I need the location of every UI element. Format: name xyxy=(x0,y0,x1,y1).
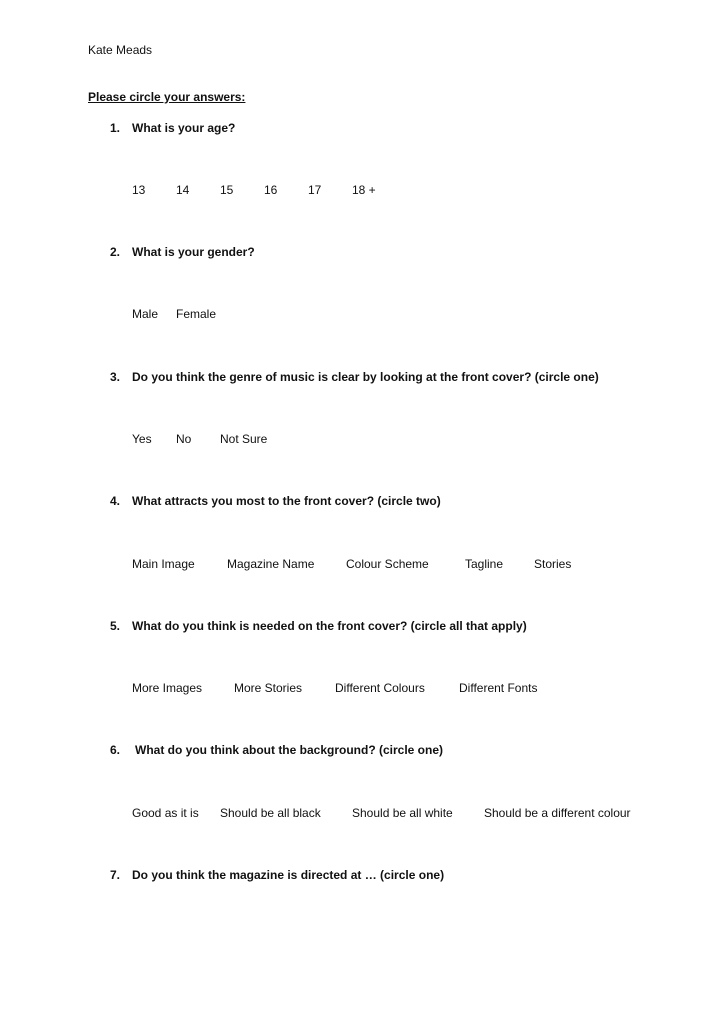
question-6-option-all-black[interactable]: Should be all black xyxy=(220,806,321,820)
question-3-option-yes[interactable]: Yes xyxy=(132,432,152,446)
question-1-number: 1. xyxy=(110,121,121,135)
question-6-text: What do you think about the background? (circle one) xyxy=(135,743,444,757)
question-3-number: 3. xyxy=(110,370,121,384)
question-7-text: Do you think the magazine is directed at … (circle one) xyxy=(132,868,445,882)
author-name: Kate Meads xyxy=(88,43,153,57)
question-4-option-main-image[interactable]: Main Image xyxy=(132,557,195,571)
question-5-option-different-fonts[interactable]: Different Fonts xyxy=(459,681,538,695)
question-6-option-all-white[interactable]: Should be all white xyxy=(352,806,453,820)
question-1-option-16[interactable]: 16 xyxy=(264,183,278,197)
question-3-text: Do you think the genre of music is clear by looking at the front cover? (circle one) xyxy=(132,370,599,384)
question-4-number: 4. xyxy=(110,494,121,508)
question-3-option-no[interactable]: No xyxy=(176,432,192,446)
question-5-option-different-colours[interactable]: Different Colours xyxy=(335,681,425,695)
question-4-option-magazine-name[interactable]: Magazine Name xyxy=(227,557,315,571)
question-2-option-female[interactable]: Female xyxy=(176,307,217,321)
question-5-option-more-images[interactable]: More Images xyxy=(132,681,203,695)
question-4-option-colour-scheme[interactable]: Colour Scheme xyxy=(346,557,429,571)
question-5-text: What do you think is needed on the front cover? (circle all that apply) xyxy=(132,619,527,633)
question-4-option-stories[interactable]: Stories xyxy=(534,557,572,571)
question-5-option-more-stories[interactable]: More Stories xyxy=(234,681,303,695)
question-6-option-good-as-it-is[interactable]: Good as it is xyxy=(132,806,199,820)
question-2-number: 2. xyxy=(110,245,121,259)
question-5-number: 5. xyxy=(110,619,121,633)
question-4-text: What attracts you most to the front cover? (circle two) xyxy=(132,494,441,508)
instruction-heading: Please circle your answers: xyxy=(88,90,246,104)
question-6-number: 6. xyxy=(110,743,121,757)
question-1-option-17[interactable]: 17 xyxy=(308,183,322,197)
question-2-option-male[interactable]: Male xyxy=(132,307,159,321)
question-1-option-18-plus[interactable]: 18 + xyxy=(352,183,376,197)
question-7-number: 7. xyxy=(110,868,121,882)
question-2-text: What is your gender? xyxy=(132,245,255,259)
question-1-option-15[interactable]: 15 xyxy=(220,183,234,197)
question-1-option-13[interactable]: 13 xyxy=(132,183,146,197)
question-6-option-different-colour[interactable]: Should be a different colour xyxy=(484,806,631,820)
question-4-option-tagline[interactable]: Tagline xyxy=(465,557,504,571)
question-1-text: What is your age? xyxy=(132,121,236,135)
question-3-option-not-sure[interactable]: Not Sure xyxy=(220,432,268,446)
question-1-option-14[interactable]: 14 xyxy=(176,183,190,197)
